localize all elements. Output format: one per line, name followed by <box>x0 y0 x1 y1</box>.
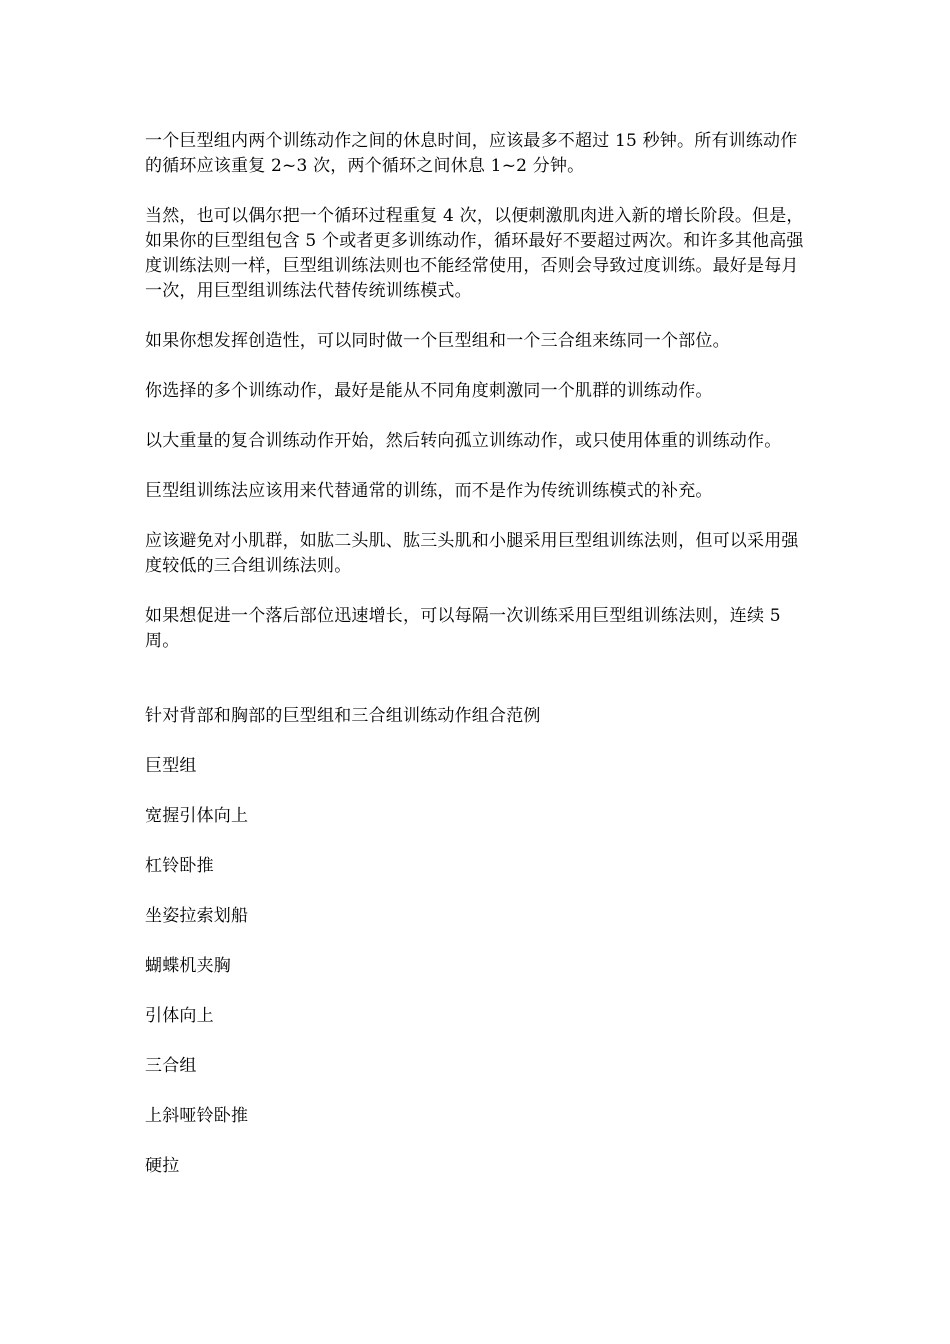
paragraph-lagging-part: 如果想促进一个落后部位迅速增长，可以每隔一次训练采用巨型组训练法则，连续 5 周。 <box>145 606 781 651</box>
document-body <box>145 129 810 1179</box>
list-spacer <box>145 879 810 904</box>
paragraph-spacer <box>145 579 810 604</box>
paragraph-spacer <box>145 304 810 329</box>
list-spacer <box>145 829 810 854</box>
paragraph-creativity: 如果你想发挥创造性，可以同时做一个巨型组和一个三合组来练同一个部位。 <box>145 331 730 351</box>
paragraph-spacer <box>145 354 810 379</box>
list-item: 杠铃卧推 <box>145 856 214 876</box>
paragraph-repeat-cycles: 当然，也可以偶尔把一个循环过程重复 4 次，以便刺激肌肉进入新的增长阶段。但是，如果你的巨型组包含 5 个或者更多训练动作，循环最好不要超过两次。和许多其他高强度训练法则一样，巨型组训练法则也不能经常使用，否则会导致过度训练。最好是每月一次，用巨型组训练法代替传统训练模式。 <box>145 206 804 301</box>
list-spacer <box>145 729 810 754</box>
giant-set-heading: 巨型组 <box>145 756 197 776</box>
paragraph-compound-first: 以大重量的复合训练动作开始，然后转向孤立训练动作，或只使用体重的训练动作。 <box>145 431 782 451</box>
paragraph-spacer <box>145 454 810 479</box>
paragraph-replace-training: 巨型组训练法应该用来代替通常的训练，而不是作为传统训练模式的补充。 <box>145 481 713 501</box>
list-item: 宽握引体向上 <box>145 806 249 826</box>
paragraph-spacer <box>145 404 810 429</box>
list-spacer <box>145 979 810 1004</box>
paragraph-spacer <box>145 179 810 204</box>
list-spacer <box>145 1129 810 1154</box>
list-item: 坐姿拉索划船 <box>145 906 249 926</box>
paragraph-rest-time: 一个巨型组内两个训练动作之间的休息时间，应该最多不超过 15 秒钟。所有训练动作的循环应该重复 2~3 次，两个循环之间休息 1~2 分钟。 <box>145 131 798 176</box>
list-spacer <box>145 929 810 954</box>
list-spacer <box>145 779 810 804</box>
paragraph-spacer <box>145 504 810 529</box>
list-item: 蝴蝶机夹胸 <box>145 956 231 976</box>
section-spacer <box>145 654 810 704</box>
list-spacer <box>145 1079 810 1104</box>
tri-set-heading: 三合组 <box>145 1056 197 1076</box>
section-title: 针对背部和胸部的巨型组和三合组训练动作组合范例 <box>145 706 541 726</box>
list-item: 硬拉 <box>145 1156 180 1176</box>
list-item: 上斜哑铃卧推 <box>145 1106 249 1126</box>
list-item: 引体向上 <box>145 1006 214 1026</box>
paragraph-angles: 你选择的多个训练动作，最好是能从不同角度刺激同一个肌群的训练动作。 <box>145 381 713 401</box>
paragraph-small-muscles: 应该避免对小肌群，如肱二头肌、肱三头肌和小腿采用巨型组训练法则，但可以采用强度较低的三合组训练法则。 <box>145 531 799 576</box>
list-spacer <box>145 1029 810 1054</box>
